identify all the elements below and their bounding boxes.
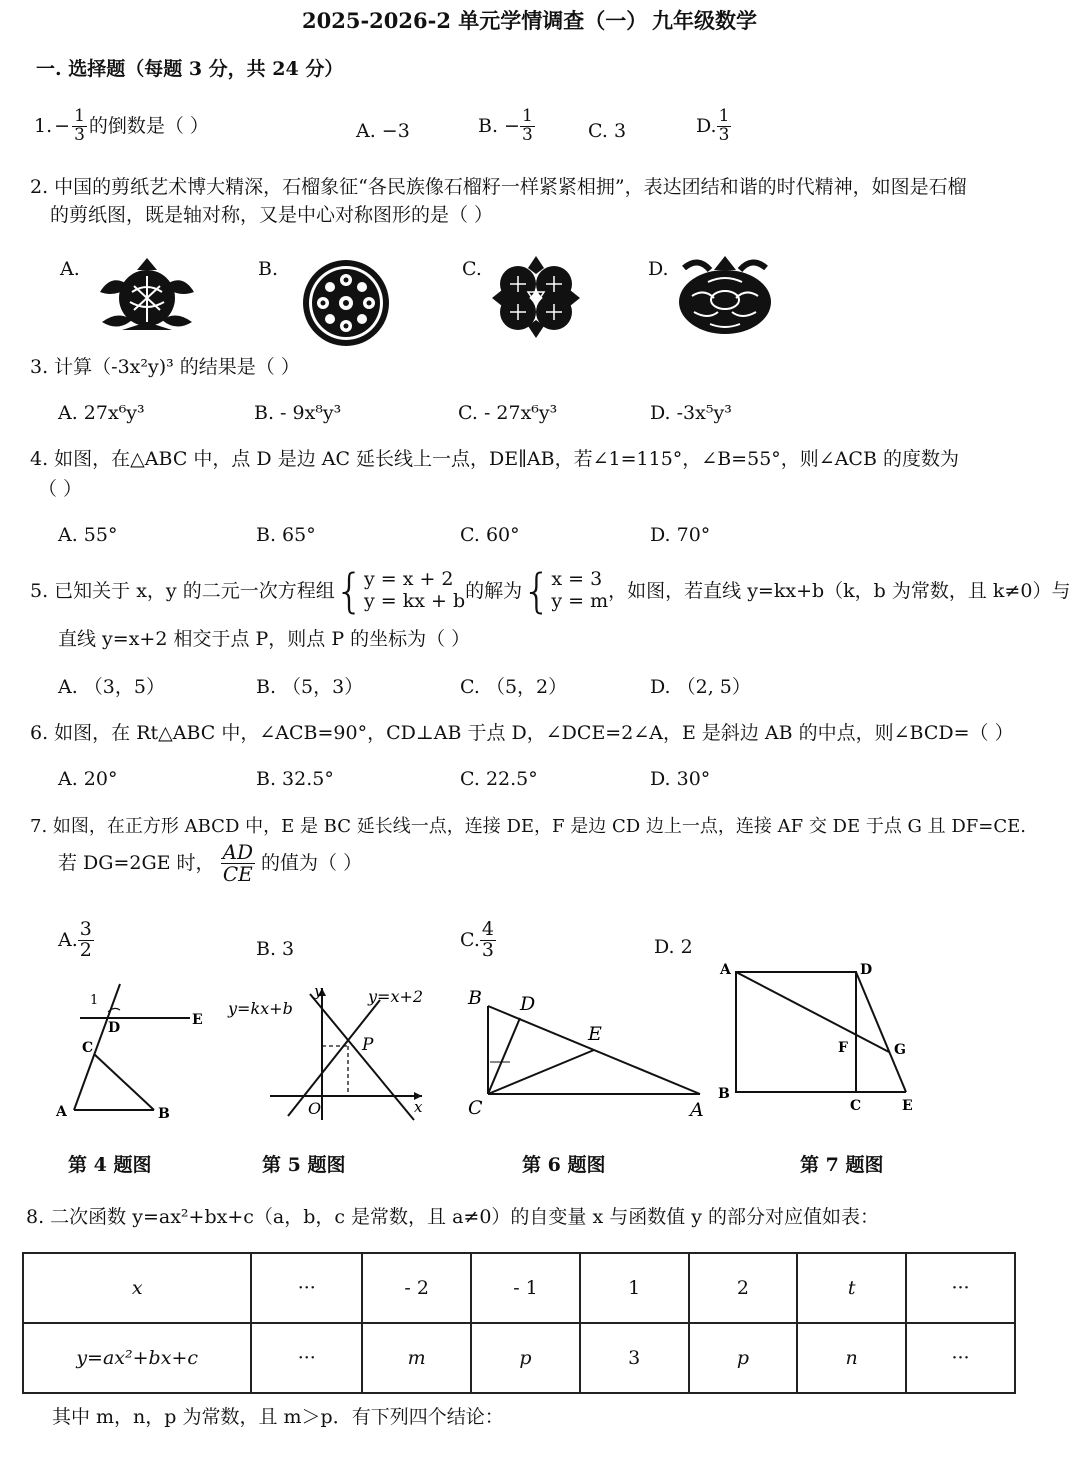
label-x: x (414, 1098, 423, 1116)
papercut-a-image (92, 252, 202, 338)
label-line-x-2: y=x+2 (368, 987, 424, 1006)
question-3: 3. 计算（-3x²y)³ 的结果是（ ） (30, 356, 300, 378)
question-5-line1: 5. 已知关于 x，y 的二元一次方程组 { y = x + 2 y = kx + b 的解为 { x = 3 y = m ，如图，若直线 y=kx+b（k，b 为常数，且 k≠0）与 (30, 564, 1071, 618)
exam-title: 2025-2026-2 单元学情调查（一） (302, 8, 648, 33)
minus-sign: − (54, 114, 71, 137)
equation-system: y = x + 2 y = kx + b (363, 568, 466, 612)
label-d: D (860, 962, 873, 978)
option-a: A. 55° (58, 524, 118, 546)
papercut-d-image (674, 252, 776, 336)
option-a: A. −3 (356, 120, 410, 142)
value-table (22, 1252, 1016, 1394)
option-c: C. 22.5° (460, 768, 538, 790)
label-c: C (82, 1040, 94, 1056)
label-d: D (108, 1020, 121, 1036)
label-a: A (690, 1099, 704, 1121)
table-cell: y=ax²+bx+c (23, 1323, 251, 1393)
figure-7-diagram (712, 958, 922, 1118)
option-b: B. （5，3） (256, 676, 364, 698)
table-cell: n (797, 1323, 906, 1393)
option-a: A. 27x⁶y³ (58, 402, 145, 424)
table-cell: - 2 (362, 1253, 471, 1323)
option-c-label: C. (462, 258, 482, 280)
option-d: D. （2, 5） (650, 676, 751, 698)
option-c: C. （5，2） (460, 676, 568, 698)
label-f: F (838, 1040, 848, 1056)
table-cell: m (362, 1323, 471, 1393)
option-d-label: D. (648, 258, 669, 280)
figure-4-diagram (50, 980, 220, 1120)
papercut-b-image (300, 258, 392, 348)
table-row (23, 1253, 1015, 1323)
label-o: O (308, 1099, 322, 1118)
option-b: B. 65° (256, 524, 316, 546)
table-cell: p (689, 1323, 798, 1393)
figure-7-caption: 第 7 题图 (800, 1154, 884, 1176)
option-d: D. $\frac{1}{3}$ (696, 106, 730, 145)
question-1 (34, 108, 209, 145)
segment-de (856, 972, 906, 1092)
option-b: B. − $\frac{1}{3}$ (478, 106, 533, 145)
solution-system: x = 3 y = m (551, 568, 609, 612)
figure-4-caption: 第 4 题图 (68, 1154, 152, 1176)
question-6: 6. 如图，在 Rt△ABC 中，∠ACB=90°，CD⊥AB 于点 D，∠DCE=2∠A，E 是斜边 AB 的中点，则∠BCD=（ ） (30, 722, 1014, 744)
option-d: D. -3x⁵y³ (650, 402, 732, 424)
table-cell: p (471, 1323, 580, 1393)
question-2-line1: 2. 中国的剪纸艺术博大精深，石榴象征“各民族像石榴籽一样紧紧相拥”，表达团结和谐的时代精神，如图是石榴 (30, 176, 967, 198)
table-cell: 2 (689, 1253, 798, 1323)
question-stem: 的倒数是（ ） (88, 114, 209, 137)
question-8-footer: 其中 m，n，p 为常数，且 m＞p．有下列四个结论： (52, 1406, 504, 1428)
table-cell: - 1 (471, 1253, 580, 1323)
table-cell: 3 (580, 1323, 689, 1393)
segment-ag (736, 972, 889, 1052)
question-8: 8. 二次函数 y=ax²+bx+c（a，b，c 是常数，且 a≠0）的自变量 x 与函数值 y 的部分对应值如表： (26, 1206, 880, 1228)
table-cell: ··· (251, 1323, 362, 1393)
figure-6-caption: 第 6 题图 (522, 1154, 606, 1176)
label-c: C (468, 1097, 483, 1119)
option-c: C. $\frac{4}{3}$ (460, 918, 494, 961)
label-line-kx-b: y=kx+b (228, 999, 293, 1018)
option-a: A. $\frac{3}{2}$ (58, 918, 92, 961)
option-d: D. 70° (650, 524, 711, 546)
line-y-kx-plus-b (310, 994, 414, 1120)
label-b: B (468, 987, 482, 1009)
fraction: $\frac{1}{3}$ (74, 106, 85, 145)
label-p: P (362, 1035, 374, 1055)
figure-5-caption: 第 5 题图 (262, 1154, 346, 1176)
table-cell: t (797, 1253, 906, 1323)
option-d: D. 30° (650, 768, 711, 790)
option-b: B. - 9x⁸y³ (254, 402, 342, 424)
option-b: B. 3 (256, 938, 295, 960)
label-b: B (158, 1106, 170, 1120)
question-7-line1: 7. 如图，在正方形 ABCD 中，E 是 BC 延长线一点，连接 DE，F 是边 CD 边上一点，连接 AF 交 DE 于点 G 且 DF=CE. (30, 816, 1027, 837)
option-a: A. 20° (58, 768, 118, 790)
section-title: 一. 选择题（每题 3 分，共 24 分） (36, 58, 344, 80)
table-cell: ··· (906, 1253, 1015, 1323)
segment-cb (94, 1054, 154, 1110)
label-e: E (192, 1012, 203, 1028)
option-a-label: A. (60, 258, 80, 280)
option-a: A. （3，5） (58, 676, 165, 698)
question-4-line2: （ ） (38, 478, 83, 500)
option-b: B. 32.5° (256, 768, 334, 790)
option-c: C. 3 (588, 120, 627, 142)
option-b-label: B. (258, 258, 279, 280)
question-number: 1. (34, 114, 53, 137)
label-e: E (588, 1023, 602, 1045)
option-c: C. - 27x⁶y³ (458, 402, 558, 424)
figure-5-diagram (222, 980, 432, 1125)
line-y-x-plus-2 (288, 1000, 380, 1116)
question-2-line2: 的剪纸图，既是轴对称，又是中心对称图形的是（ ） (50, 204, 494, 226)
table-cell: 1 (580, 1253, 689, 1323)
label-y: y (314, 982, 323, 1000)
label-angle-1: 1 (90, 993, 99, 1008)
subject-title: 九年级数学 (652, 8, 757, 33)
question-5-line2: 直线 y=x+2 相交于点 P，则点 P 的坐标为（ ） (58, 628, 471, 650)
label-c: C (850, 1098, 862, 1114)
table-row (23, 1323, 1015, 1393)
label-e: E (902, 1098, 913, 1114)
table-cell: ··· (251, 1253, 362, 1323)
table-cell: x (23, 1253, 251, 1323)
label-g: G (894, 1042, 906, 1058)
label-a: A (720, 962, 731, 978)
label-a: A (56, 1104, 67, 1120)
question-7-line2: 若 DG=2GE 时， $\frac{AD}{CE}$ 的值为（ ） (58, 840, 363, 886)
square-abcd (736, 972, 856, 1092)
table-cell: ··· (906, 1323, 1015, 1393)
option-d: D. 2 (654, 936, 693, 958)
option-c: C. 60° (460, 524, 520, 546)
question-4-line1: 4. 如图，在△ABC 中，点 D 是边 AC 延长线上一点，DE∥AB，若∠1=115°，∠B=55°，则∠ACB 的度数为 (30, 448, 959, 470)
label-d: D (520, 993, 536, 1015)
label-b: B (718, 1086, 730, 1102)
papercut-c-image (488, 252, 584, 342)
figure-6-diagram (462, 984, 712, 1124)
